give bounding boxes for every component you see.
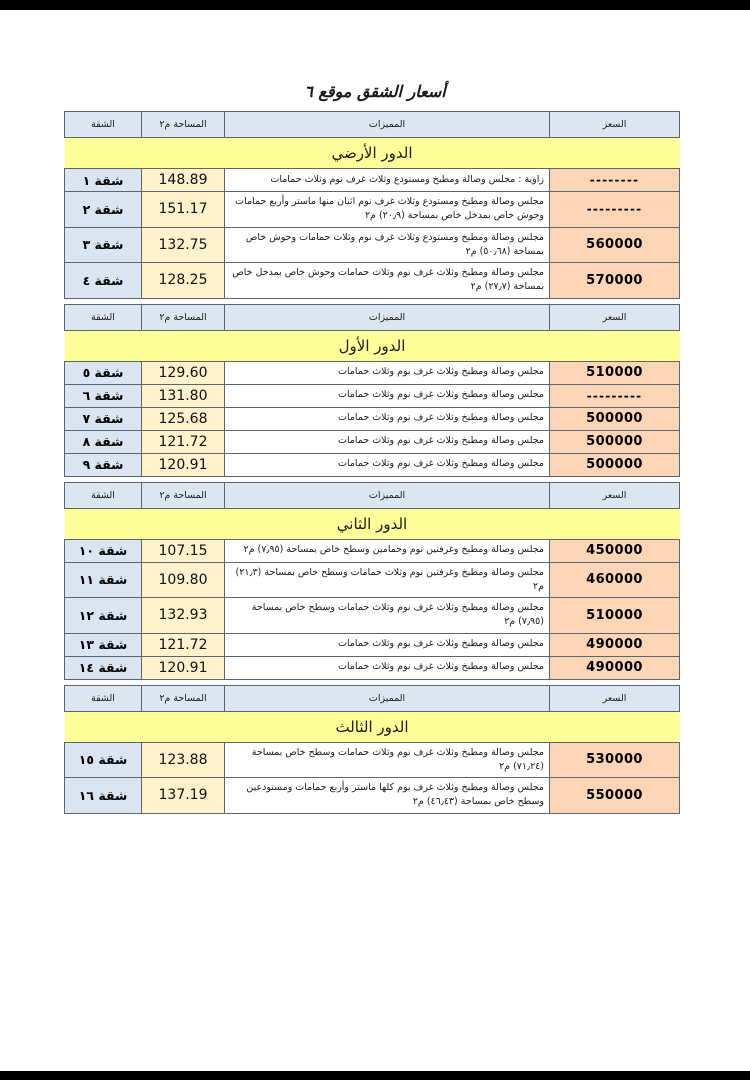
cell-apartment: شقة ١٣ — [65, 633, 142, 656]
column-header-area: المساحة م٢ — [142, 685, 225, 711]
cell-apartment: شقة ١ — [65, 169, 142, 192]
cell-apartment: شقة ١١ — [65, 562, 142, 598]
cell-features: مجلس وصالة ومطبخ ومستودع وثلاث غرف نوم وثلاث حمامات وحوش خاص بمساحة (٥٠٫٦٨) م٢ — [225, 227, 550, 263]
table-row — [65, 384, 680, 407]
table-row — [65, 598, 680, 634]
cell-price: 570000 — [550, 263, 680, 299]
column-header-features: المميزات — [225, 685, 550, 711]
column-header-features: المميزات — [225, 112, 550, 138]
table-row — [65, 656, 680, 679]
column-header-features: المميزات — [225, 482, 550, 508]
cell-area: 129.60 — [142, 361, 225, 384]
cell-price: 450000 — [550, 539, 680, 562]
page-top-bar — [0, 0, 750, 10]
table-row — [65, 778, 680, 814]
floor-title: الدور الثاني — [65, 508, 680, 539]
cell-area: 132.93 — [142, 598, 225, 634]
table-row — [65, 562, 680, 598]
column-header-area: المساحة م٢ — [142, 304, 225, 330]
cell-apartment: شقة ٢ — [65, 192, 142, 228]
cell-apartment: شقة ١٠ — [65, 539, 142, 562]
floor-title-row — [65, 330, 680, 361]
floor-title-row — [65, 711, 680, 742]
cell-features: مجلس وصالة ومطبخ وثلاث غرف نوم كلها ماستر وأربع حمامات ومستودعين وسطح خاص بمساحة (٤٦٫٤٣) م٢ — [225, 778, 550, 814]
cell-apartment: شقة ٨ — [65, 430, 142, 453]
column-header-apartment: الشقة — [65, 112, 142, 138]
cell-features: مجلس وصالة ومطبخ وثلاث غرف نوم وثلاث حمامات وسطح خاص بمساحة (٧١٫٢٤) م٢ — [225, 742, 550, 778]
cell-price: 530000 — [550, 742, 680, 778]
cell-features: مجلس وصالة ومطبخ وغرفتين نوم وثلاث حمامات وسطح خاص بمساحة (٢١٫٣) م٢ — [225, 562, 550, 598]
floor-table — [64, 111, 680, 299]
table-row — [65, 192, 680, 228]
cell-apartment: شقة ١٢ — [65, 598, 142, 634]
column-header-area: المساحة م٢ — [142, 112, 225, 138]
cell-price: --------- — [550, 192, 680, 228]
cell-features: مجلس وصالة ومطبخ وثلاث غرف نوم وثلاث حمامات — [225, 407, 550, 430]
cell-price: 500000 — [550, 430, 680, 453]
cell-features: مجلس وصالة ومطبخ وثلاث غرف نوم وثلاث حمامات — [225, 384, 550, 407]
cell-price: 510000 — [550, 361, 680, 384]
cell-area: 137.19 — [142, 778, 225, 814]
table-row — [65, 263, 680, 299]
column-header-price: السعر — [550, 685, 680, 711]
column-header-row — [65, 482, 680, 508]
cell-apartment: شقة ٣ — [65, 227, 142, 263]
cell-features: مجلس وصالة ومطبخ وثلاث غرف نوم وثلاث حمامات — [225, 361, 550, 384]
cell-area: 123.88 — [142, 742, 225, 778]
cell-area: 109.80 — [142, 562, 225, 598]
cell-price: 510000 — [550, 598, 680, 634]
cell-features: مجلس وصالة ومطبخ وثلاث غرف نوم وثلاث حمامات وحوش خاص بمدخل خاص بمساحة (٢٧٫٧) م٢ — [225, 263, 550, 299]
table-row — [65, 227, 680, 263]
cell-price: 500000 — [550, 453, 680, 476]
cell-area: 151.17 — [142, 192, 225, 228]
table-row — [65, 742, 680, 778]
cell-features: مجلس وصالة ومطبخ وثلاث غرف نوم وثلاث حمامات — [225, 453, 550, 476]
cell-area: 120.91 — [142, 656, 225, 679]
cell-features: مجلس وصالة ومطبخ وثلاث غرف نوم وثلاث حمامات — [225, 656, 550, 679]
cell-area: 131.80 — [142, 384, 225, 407]
cell-price: -------- — [550, 169, 680, 192]
cell-price: 500000 — [550, 407, 680, 430]
column-header-apartment: الشقة — [65, 482, 142, 508]
cell-price: 490000 — [550, 633, 680, 656]
floor-table — [64, 482, 680, 680]
floor-table — [64, 304, 680, 477]
column-header-row — [65, 685, 680, 711]
cell-apartment: شقة ١٦ — [65, 778, 142, 814]
table-row — [65, 633, 680, 656]
cell-area: 148.89 — [142, 169, 225, 192]
column-header-row — [65, 112, 680, 138]
cell-apartment: شقة ٦ — [65, 384, 142, 407]
table-row — [65, 539, 680, 562]
cell-area: 107.15 — [142, 539, 225, 562]
table-row — [65, 407, 680, 430]
cell-apartment: شقة ١٥ — [65, 742, 142, 778]
page-bottom-bar — [0, 1071, 750, 1080]
cell-area: 132.75 — [142, 227, 225, 263]
column-header-apartment: الشقة — [65, 304, 142, 330]
column-header-row — [65, 304, 680, 330]
column-header-features: المميزات — [225, 304, 550, 330]
cell-price: 560000 — [550, 227, 680, 263]
floor-table — [64, 685, 680, 814]
cell-area: 128.25 — [142, 263, 225, 299]
floor-title: الدور الأول — [65, 330, 680, 361]
cell-area: 121.72 — [142, 633, 225, 656]
cell-area: 125.68 — [142, 407, 225, 430]
column-header-price: السعر — [550, 112, 680, 138]
cell-price: 550000 — [550, 778, 680, 814]
cell-price: 490000 — [550, 656, 680, 679]
column-header-area: المساحة م٢ — [142, 482, 225, 508]
table-row — [65, 169, 680, 192]
document-page — [0, 10, 750, 1071]
table-row — [65, 361, 680, 384]
cell-features: مجلس وصالة ومطبخ وثلاث غرف نوم وثلاث حمامات — [225, 430, 550, 453]
floor-title: الدور الثالث — [65, 711, 680, 742]
cell-apartment: شقة ١٤ — [65, 656, 142, 679]
cell-apartment: شقة ٤ — [65, 263, 142, 299]
cell-apartment: شقة ٩ — [65, 453, 142, 476]
cell-features: زاوية : مجلس وصالة ومطبخ ومستودع وثلاث غرف نوم وثلاث حمامات — [225, 169, 550, 192]
cell-area: 120.91 — [142, 453, 225, 476]
floor-title-row — [65, 508, 680, 539]
cell-area: 121.72 — [142, 430, 225, 453]
floors-container — [65, 111, 680, 814]
cell-price: 460000 — [550, 562, 680, 598]
column-header-price: السعر — [550, 304, 680, 330]
cell-features: مجلس وصالة ومطبخ وثلاث غرف نوم وثلاث حمامات — [225, 633, 550, 656]
table-row — [65, 453, 680, 476]
column-header-apartment: الشقة — [65, 685, 142, 711]
floor-title: الدور الأرضي — [65, 138, 680, 169]
floor-title-row — [65, 138, 680, 169]
column-header-price: السعر — [550, 482, 680, 508]
cell-features: مجلس وصالة ومطبخ وغرفتين نوم وحمامين وسطح خاص بمساحة (٧٫٩٥) م٢ — [225, 539, 550, 562]
cell-apartment: شقة ٥ — [65, 361, 142, 384]
cell-features: مجلس وصالة ومطبخ وثلاث غرف نوم وثلاث حمامات وسطح خاص بمساحة (٧٫٩٥) م٢ — [225, 598, 550, 634]
cell-features: مجلس وصالة ومطبخ ومستودع وثلاث غرف نوم اثنان منها ماستر وأربع حمامات وحوش خاص بمدخل خاص بمساحة (٢٠٫٩) م٢ — [225, 192, 550, 228]
table-row — [65, 430, 680, 453]
cell-apartment: شقة ٧ — [65, 407, 142, 430]
page-title: أسعار الشقق موقع ٦ — [304, 82, 446, 101]
cell-price: --------- — [550, 384, 680, 407]
